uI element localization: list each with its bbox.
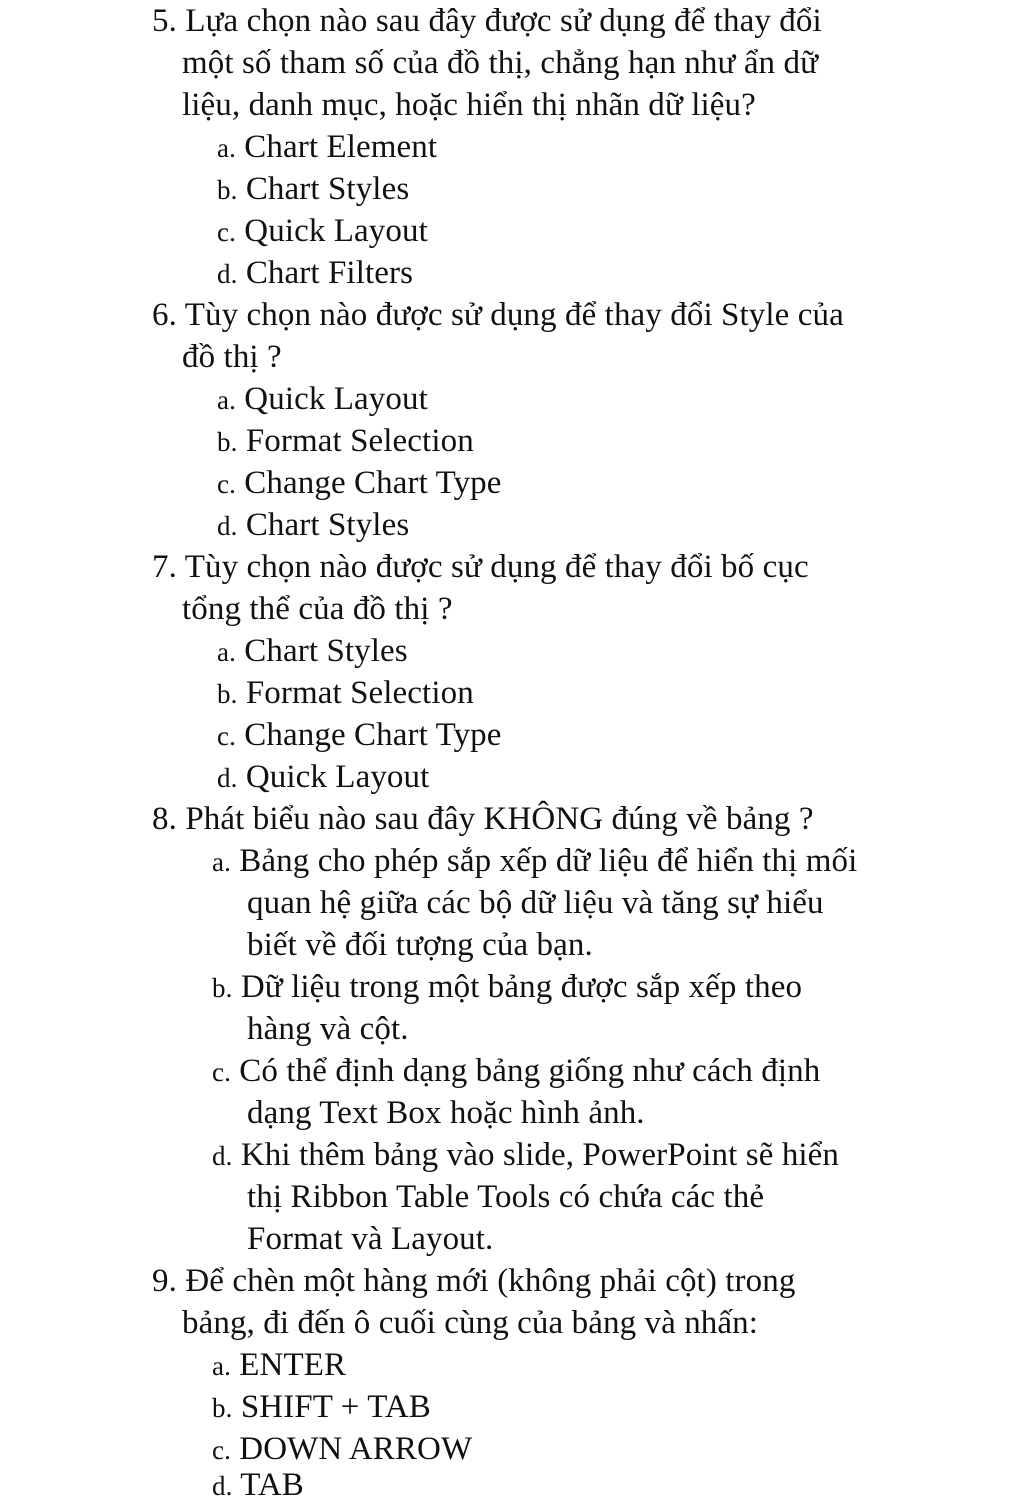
- option-text: Quick Layout: [244, 213, 428, 249]
- option-text: TAB: [240, 1467, 304, 1503]
- question-text-line: Để chèn một hàng mới (không phải cột) trong: [185, 1263, 796, 1299]
- option-letter: d.: [217, 259, 238, 289]
- question-number: 8.: [152, 801, 177, 837]
- option-text: quan hệ giữa các bộ dữ liệu và tăng sự hiểu: [247, 885, 824, 921]
- option-text: Chart Styles: [245, 171, 410, 207]
- option-letter: b.: [212, 973, 233, 1003]
- option-text: SHIFT + TAB: [240, 1389, 431, 1425]
- option-text: dạng Text Box hoặc hình ảnh.: [247, 1095, 645, 1131]
- option-letter: d.: [212, 1471, 233, 1501]
- option-text: Format Selection: [245, 675, 474, 711]
- option-text: hàng và cột.: [247, 1011, 409, 1047]
- option-letter: b.: [217, 427, 238, 457]
- option-letter: c.: [212, 1057, 231, 1087]
- answer-option-a[interactable]: [217, 630, 408, 673]
- option-text: Chart Styles: [245, 507, 410, 543]
- option-text: Chart Styles: [244, 633, 408, 669]
- answer-option-d[interactable]: [217, 252, 413, 295]
- option-text: Quick Layout: [244, 381, 428, 417]
- option-letter: d.: [217, 763, 238, 793]
- option-letter: c.: [217, 217, 236, 247]
- option-letter: c.: [217, 721, 236, 751]
- question-number: 6.: [152, 297, 177, 333]
- option-text: Change Chart Type: [244, 717, 502, 753]
- option-letter: c.: [212, 1435, 231, 1465]
- answer-option-b[interactable]: [217, 672, 474, 715]
- answer-option-a[interactable]: [217, 126, 437, 169]
- question-text-line: bảng, đi đến ô cuối cùng của bảng và nhấn:: [182, 1305, 759, 1341]
- option-text: ENTER: [239, 1347, 347, 1383]
- answer-option-a[interactable]: [217, 378, 428, 421]
- question-text-line: Phát biểu nào sau đây KHÔNG đúng về bảng ?: [185, 801, 814, 837]
- answer-option-d[interactable]: [217, 504, 409, 547]
- option-text: Quick Layout: [245, 759, 430, 795]
- option-text: Chart Element: [244, 129, 438, 165]
- option-text: Khi thêm bảng vào slide, PowerPoint sẽ hiển: [240, 1137, 840, 1173]
- answer-option-d[interactable]: [212, 1464, 304, 1507]
- question-text-line: tổng thể của đồ thị ?: [182, 591, 453, 627]
- question-text-line: liệu, danh mục, hoặc hiển thị nhãn dữ liệu?: [182, 87, 756, 123]
- option-text: Có thể định dạng bảng giống như cách định: [239, 1053, 821, 1089]
- answer-option-c[interactable]: [217, 714, 502, 757]
- answer-option-b[interactable]: [217, 168, 409, 211]
- option-letter: a.: [217, 385, 236, 415]
- answer-option-b[interactable]: [217, 420, 474, 463]
- answer-option-d[interactable]: [217, 756, 429, 799]
- answer-option-b[interactable]: [212, 1386, 431, 1429]
- option-letter: a.: [217, 133, 236, 163]
- question-text-line: đồ thị ?: [182, 339, 282, 375]
- question-number: 7.: [152, 549, 177, 585]
- option-letter: b.: [217, 175, 238, 205]
- answer-option-c[interactable]: [217, 462, 502, 505]
- option-letter: a.: [217, 637, 236, 667]
- option-text: Format Selection: [245, 423, 474, 459]
- question-text-line: Lựa chọn nào sau đây được sử dụng để thay đổi: [185, 3, 822, 39]
- option-letter: d.: [217, 511, 238, 541]
- option-text: biết về đối tượng của bạn.: [247, 927, 593, 963]
- option-letter: b.: [217, 679, 238, 709]
- option-text: Format và Layout.: [247, 1221, 494, 1257]
- answer-option-a[interactable]: [212, 1344, 346, 1387]
- option-text: Chart Filters: [245, 255, 414, 291]
- option-text: Dữ liệu trong một bảng được sắp xếp theo: [240, 969, 803, 1005]
- option-letter: a.: [212, 1351, 231, 1381]
- option-text: Change Chart Type: [244, 465, 502, 501]
- option-letter: a.: [212, 847, 231, 877]
- question-number: 5.: [152, 3, 177, 39]
- question-number: 9.: [152, 1263, 177, 1299]
- option-text: Bảng cho phép sắp xếp dữ liệu để hiển thị mối: [239, 843, 858, 879]
- option-text: thị Ribbon Table Tools có chứa các thẻ: [247, 1179, 765, 1215]
- option-text: DOWN ARROW: [239, 1431, 473, 1467]
- option-letter: c.: [217, 469, 236, 499]
- option-letter: d.: [212, 1141, 233, 1171]
- answer-option-c[interactable]: [217, 210, 428, 253]
- question-text-line: Tùy chọn nào được sử dụng để thay đổi bố cục: [184, 549, 809, 585]
- question-text-line: Tùy chọn nào được sử dụng để thay đổi Style của: [184, 297, 844, 333]
- option-letter: b.: [212, 1393, 233, 1423]
- question-text-line: một số tham số của đồ thị, chẳng hạn như ẩn dữ: [182, 45, 819, 81]
